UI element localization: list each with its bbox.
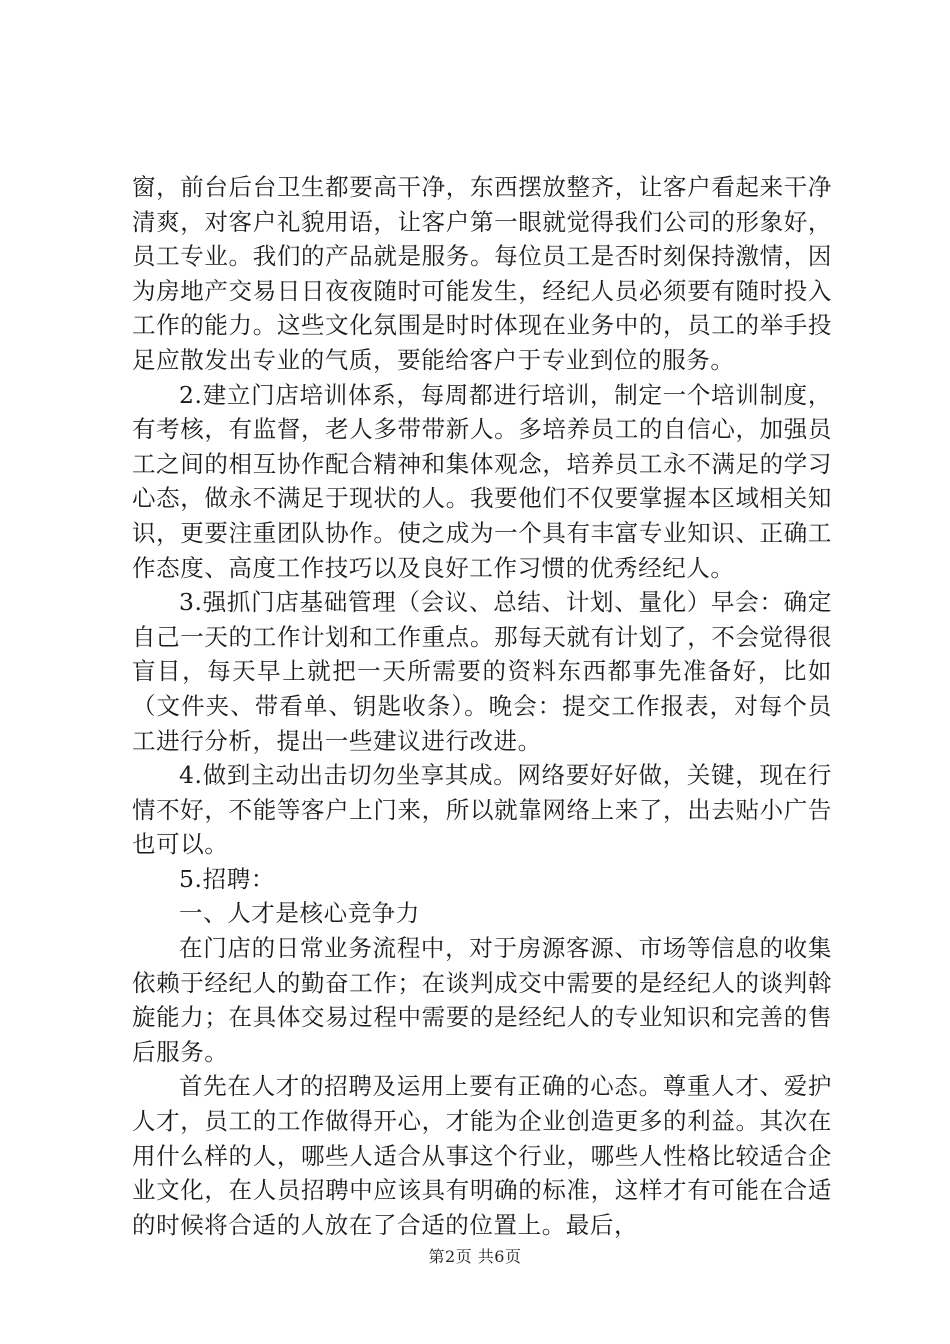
paragraph-talent-process: 在门店的日常业务流程中，对于房源客源、市场等信息的收集依赖于经纪人的勤奋工作；在谈判成交中需要的是经纪人的谈判斡旋能力；在具体交易过程中需要的是经纪人的专业知识和完善的售后服务。: [132, 934, 832, 1066]
paragraph-item-5-heading: 5.招聘：: [179, 864, 275, 893]
paragraph-item-4: 4.做到主动出击切勿坐享其成。网络要好好做，关键，现在行情不好，不能等客户上门来，所以就靠网络上来了，出去贴小广告也可以。: [132, 761, 832, 859]
paragraph-talent-mindset: 首先在人才的招聘及运用上要有正确的心态。尊重人才、爱护人才，员工的工作做得开心，才能为企业创造更多的利益。其次在用什么样的人，哪些人适合从事这个行业，哪些人性格比较适合企业文化，在人员招聘中应该具有明确的标准，这样才有可能在合适的时候将合适的人放在了合适的位置上。最后，: [132, 1072, 832, 1239]
paragraph-item-3: 3.强抓门店基础管理（会议、总结、计划、量化）早会：确定自己一天的工作计划和工作重点。那每天就有计划了，不会觉得很盲目，每天早上就把一天所需要的资料东西都事先准备好，比如（文件夹、带看单、钥匙收条）。晚会：提交工作报表，对每个员工进行分析，提出一些建议进行改进。: [132, 588, 832, 755]
paragraph-item-2: 2.建立门店培训体系，每周都进行培训，制定一个培训制度，有考核，有监督，老人多带带新人。多培养员工的自信心，加强员工之间的相互协作配合精神和集体观念，培养员工永不满足的学习心态，做永不满足于现状的人。我要他们不仅要掌握本区域相关知识，更要注重团队协作。使之成为一个具有丰富专业知识、正确工作态度、高度工作技巧以及良好工作习惯的优秀经纪人。: [132, 380, 832, 582]
document-body: [132, 170, 832, 1242]
section-heading: 一、人才是核心竞争力: [179, 899, 420, 928]
page-footer: 第2页 共6页: [428, 1247, 522, 1266]
paragraph-continuation: 窗，前台后台卫生都要高干净，东西摆放整齐，让客户看起来干净清爽，对客户礼貌用语，让客户第一眼就觉得我们公司的形象好，员工专业。我们的产品就是服务。每位员工是否时刻保持激情，因为房地产交易日日夜夜随时可能发生，经纪人员必须要有随时投入工作的能力。这些文化氛围是时时体现在业务中的，员工的举手投足应散发出专业的气质，要能给客户于专业到位的服务。: [132, 173, 832, 374]
